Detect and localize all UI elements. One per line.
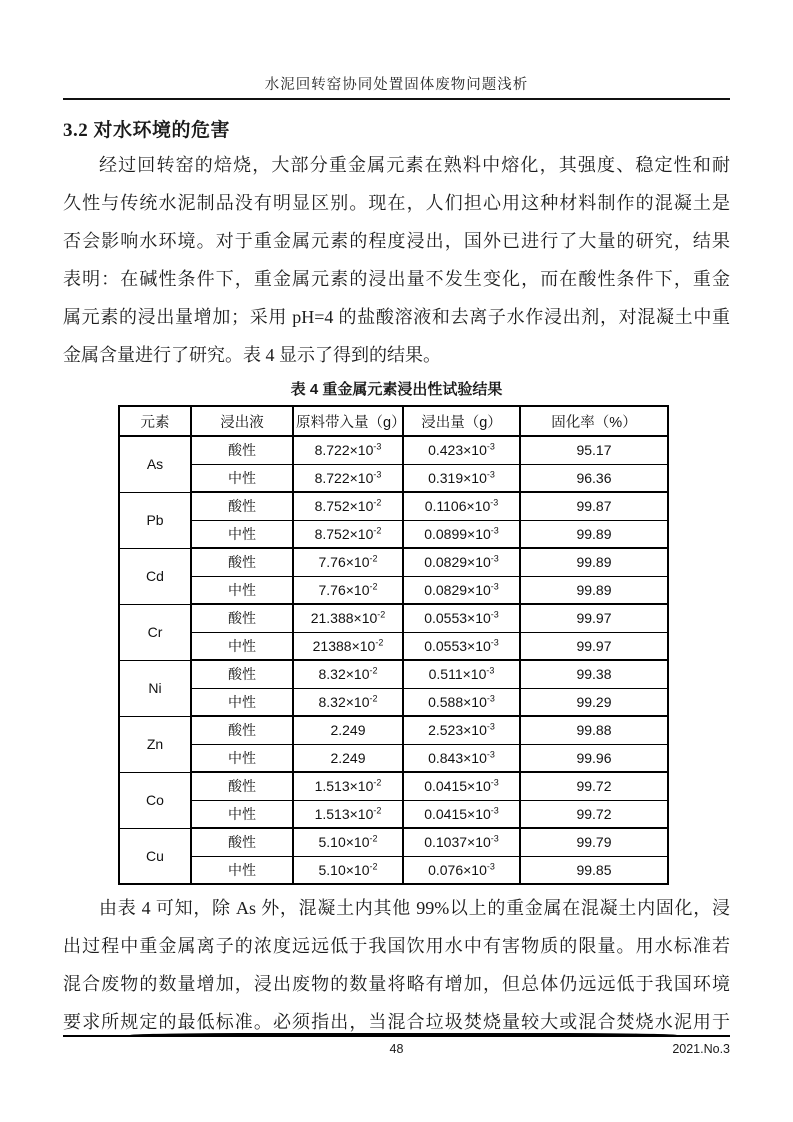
- leach-amount-cell: $0.0415\times 10^{-3}$: [403, 800, 520, 828]
- leach-amount-cell: $2.523\times 10^{-3}$: [403, 716, 520, 744]
- body-text-line: 要求所规定的最低标准。必须指出，当混合垃圾焚烧量较大或混合焚烧水泥用于: [63, 1012, 730, 1032]
- solidification-rate-cell: 99.89: [520, 576, 668, 604]
- body-text-line: 表明：在碱性条件下，重金属元素的浸出量不发生变化，而在酸性条件下，重金: [63, 269, 730, 289]
- input-amount-cell: $8.722\times 10^{-3}$: [293, 464, 403, 492]
- table-row: [119, 632, 668, 660]
- solidification-rate-cell: 99.85: [520, 856, 668, 884]
- table-row: [119, 520, 668, 548]
- leachant-cell: 中性: [191, 800, 293, 828]
- header-cell-input-amount: 原料带入量（g）: [293, 406, 403, 436]
- input-amount-cell: $8.32\times 10^{-2}$: [293, 688, 403, 716]
- leachant-cell: 酸性: [191, 772, 293, 800]
- leach-amount-cell: $0.076\times 10^{-3}$: [403, 856, 520, 884]
- running-head-title: 水泥回转窑协同处置固体废物问题浅析: [264, 77, 529, 93]
- leachant-cell: 酸性: [191, 828, 293, 856]
- header-cell-element: 元素: [119, 406, 191, 436]
- header-cell-leachant: 浸出液: [191, 406, 293, 436]
- leachant-cell: 酸性: [191, 436, 293, 464]
- solidification-rate-cell: 96.36: [520, 464, 668, 492]
- solidification-rate-cell: 99.72: [520, 800, 668, 828]
- body-text-line: 混合废物的数量增加，浸出废物的数量将略有增加，但总体仍远远低于我国环境: [63, 974, 730, 994]
- input-amount-cell: $8.752\times 10^{-2}$: [293, 492, 403, 520]
- table-row: [119, 548, 668, 576]
- body-text-line: 否会影响水环境。对于重金属元素的程度浸出，国外已进行了大量的研究，结果: [63, 231, 730, 251]
- element-cell: Cr: [119, 604, 191, 660]
- leachant-cell: 酸性: [191, 604, 293, 632]
- table-row: [119, 772, 668, 800]
- solidification-rate-cell: 99.96: [520, 744, 668, 772]
- body-text-line: 出过程中重金属离子的浓度远远低于我国饮用水中有害物质的限量。用水标准若: [63, 936, 730, 956]
- body-text-line: 久性与传统水泥制品没有明显区别。现在，人们担心用这种材料制作的混凝土是: [63, 193, 730, 213]
- leach-amount-cell: $0.0829\times 10^{-3}$: [403, 576, 520, 604]
- element-cell: Cu: [119, 828, 191, 884]
- table-row: [119, 464, 668, 492]
- table-row: [119, 828, 668, 856]
- leachant-cell: 酸性: [191, 716, 293, 744]
- results-table: [118, 405, 669, 885]
- page-footer: [63, 1035, 730, 1056]
- footer-inner: [63, 1037, 730, 1056]
- leachant-cell: 酸性: [191, 492, 293, 520]
- solidification-rate-cell: 99.89: [520, 548, 668, 576]
- leachant-cell: 中性: [191, 464, 293, 492]
- leach-amount-cell: $0.0415\times 10^{-3}$: [403, 772, 520, 800]
- leach-amount-cell: $0.511\times 10^{-3}$: [403, 660, 520, 688]
- input-amount-cell: $7.76\times 10^{-2}$: [293, 548, 403, 576]
- table-row: [119, 744, 668, 772]
- leach-amount-cell: $0.0829\times 10^{-3}$: [403, 548, 520, 576]
- page-content: [63, 0, 730, 1041]
- table-row: [119, 436, 668, 464]
- table-row: [119, 716, 668, 744]
- input-amount-cell: $1.513\times 10^{-2}$: [293, 800, 403, 828]
- element-cell: Zn: [119, 716, 191, 772]
- body-text-line: 由表 4 可知，除 As 外，混凝土内其他 99%以上的重金属在混凝土内固化，浸: [99, 898, 730, 918]
- page-number: 48: [389, 1042, 404, 1056]
- body-text-line: 金属含量进行了研究。表 4 显示了得到的结果。: [63, 345, 441, 365]
- header-cell-solidification-rate: 固化率（%）: [520, 406, 668, 436]
- table-row: [119, 604, 668, 632]
- paragraph-1: [63, 146, 730, 374]
- body-text-line: 属元素的浸出量增加；采用 pH=4 的盐酸溶液和去离子水作浸出剂，对混凝土中重: [63, 307, 730, 327]
- leach-amount-cell: $0.588\times 10^{-3}$: [403, 688, 520, 716]
- solidification-rate-cell: 99.87: [520, 492, 668, 520]
- header-rule: [63, 98, 730, 100]
- input-amount-cell: $5.10\times 10^{-2}$: [293, 856, 403, 884]
- element-cell: Pb: [119, 492, 191, 548]
- leach-amount-cell: $0.0553\times 10^{-3}$: [403, 604, 520, 632]
- input-amount-cell: $5.10\times 10^{-2}$: [293, 828, 403, 856]
- input-amount-cell: 2.249: [293, 744, 403, 772]
- table-row: [119, 660, 668, 688]
- leachant-cell: 中性: [191, 688, 293, 716]
- leachant-cell: 酸性: [191, 660, 293, 688]
- section-heading: 3.2 对水环境的危害: [63, 120, 231, 141]
- input-amount-cell: $1.513\times 10^{-2}$: [293, 772, 403, 800]
- input-amount-cell: $21.388\times 10^{-2}$: [293, 604, 403, 632]
- solidification-rate-cell: 95.17: [520, 436, 668, 464]
- solidification-rate-cell: 99.29: [520, 688, 668, 716]
- table-caption: 表 4 重金属元素浸出性试验结果: [290, 381, 503, 398]
- leachant-cell: 中性: [191, 520, 293, 548]
- leach-amount-cell: $0.1106\times 10^{-3}$: [403, 492, 520, 520]
- input-amount-cell: $21388\times 10^{-2}$: [293, 632, 403, 660]
- table-row: [119, 688, 668, 716]
- leach-amount-cell: $0.843\times 10^{-3}$: [403, 744, 520, 772]
- leachant-cell: 中性: [191, 632, 293, 660]
- solidification-rate-cell: 99.89: [520, 520, 668, 548]
- journal-issue: 2021.No.3: [672, 1042, 730, 1056]
- body-text-line: 经过回转窑的焙烧，大部分重金属元素在熟料中熔化，其强度、稳定性和耐: [99, 155, 730, 175]
- leachant-cell: 中性: [191, 744, 293, 772]
- leachant-cell: 酸性: [191, 548, 293, 576]
- solidification-rate-cell: 99.79: [520, 828, 668, 856]
- input-amount-cell: $8.722\times 10^{-3}$: [293, 436, 403, 464]
- table-row: [119, 856, 668, 884]
- leach-amount-cell: $0.1037\times 10^{-3}$: [403, 828, 520, 856]
- header-cell-leach-amount: 浸出量（g）: [403, 406, 520, 436]
- input-amount-cell: $7.76\times 10^{-2}$: [293, 576, 403, 604]
- input-amount-cell: $8.752\times 10^{-2}$: [293, 520, 403, 548]
- leach-amount-cell: $0.0553\times 10^{-3}$: [403, 632, 520, 660]
- solidification-rate-cell: 99.97: [520, 604, 668, 632]
- table-row: [119, 492, 668, 520]
- leachant-cell: 中性: [191, 576, 293, 604]
- element-cell: As: [119, 436, 191, 492]
- solidification-rate-cell: 99.72: [520, 772, 668, 800]
- solidification-rate-cell: 99.88: [520, 716, 668, 744]
- table-row: [119, 576, 668, 604]
- solidification-rate-cell: 99.97: [520, 632, 668, 660]
- table-row: [119, 800, 668, 828]
- input-amount-cell: $8.32\times 10^{-2}$: [293, 660, 403, 688]
- paragraph-2: [63, 889, 730, 1041]
- solidification-rate-cell: 99.38: [520, 660, 668, 688]
- element-cell: Cd: [119, 548, 191, 604]
- element-cell: Ni: [119, 660, 191, 716]
- leach-amount-cell: $0.423\times 10^{-3}$: [403, 436, 520, 464]
- element-cell: Co: [119, 772, 191, 828]
- leachant-cell: 中性: [191, 856, 293, 884]
- leach-amount-cell: $0.0899\times 10^{-3}$: [403, 520, 520, 548]
- input-amount-cell: 2.249: [293, 716, 403, 744]
- table-header-row: [119, 406, 668, 436]
- leach-amount-cell: $0.319\times 10^{-3}$: [403, 464, 520, 492]
